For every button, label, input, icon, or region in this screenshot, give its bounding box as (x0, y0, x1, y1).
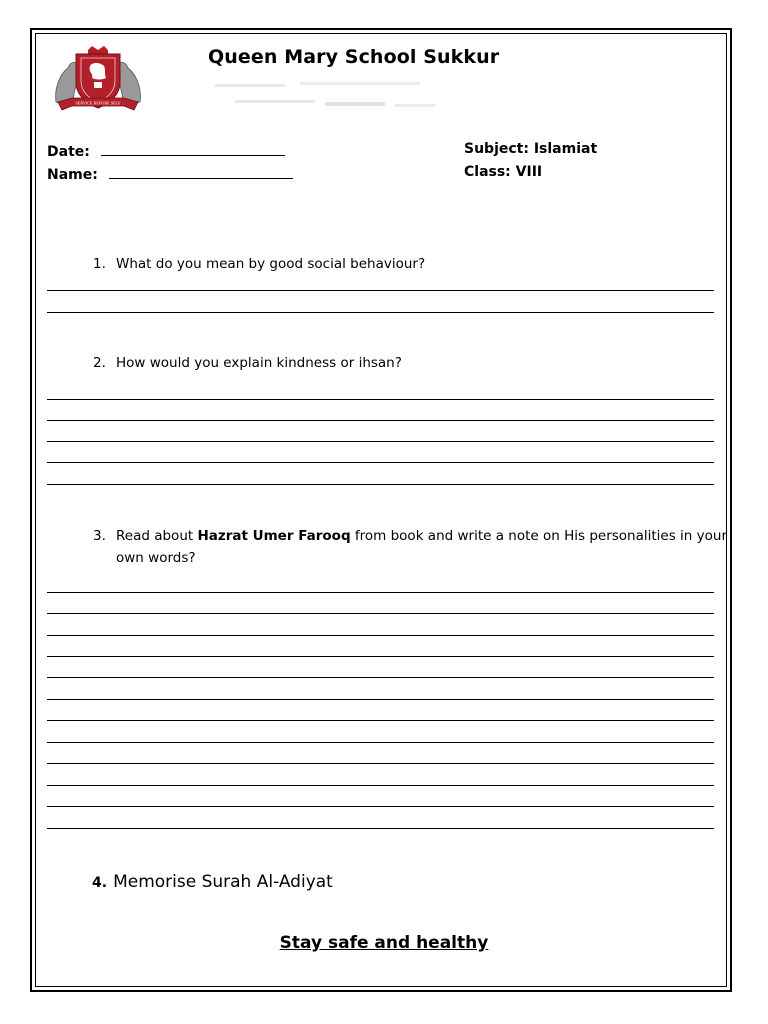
question-2 (93, 352, 713, 374)
answer-line[interactable] (47, 763, 714, 764)
question-number: 1. (93, 256, 106, 272)
name-field (47, 164, 293, 183)
question-text-part: Read about (116, 528, 198, 544)
answer-line[interactable] (47, 312, 714, 313)
answer-line[interactable] (47, 613, 714, 614)
subject-label: Subject: Islamiat (464, 141, 598, 157)
answer-line[interactable] (47, 592, 714, 593)
answer-line[interactable] (47, 806, 714, 807)
answer-line[interactable] (47, 656, 714, 657)
question-text: Memorise Surah Al-Adiyat (113, 872, 333, 892)
question-text-bold: Hazrat Umer Farooq (197, 528, 351, 544)
answer-line[interactable] (47, 677, 714, 678)
school-crest-logo (50, 44, 146, 118)
class-label: Class: VIII (464, 164, 543, 180)
answer-line[interactable] (47, 720, 714, 721)
answer-line[interactable] (47, 785, 714, 786)
logo-motto: SERVICE BEFORE SELF (75, 100, 121, 106)
question-text: What do you mean by good social behaviour? (116, 256, 426, 272)
name-blank-line[interactable] (109, 164, 293, 179)
answer-line[interactable] (47, 484, 714, 485)
footer-message: Stay safe and healthy (279, 933, 489, 953)
answer-line[interactable] (47, 635, 714, 636)
faded-scan-artifact (205, 72, 455, 118)
question-number: 3. (93, 528, 106, 544)
question-3 (93, 525, 728, 569)
name-label: Name: (47, 167, 98, 183)
answer-line[interactable] (47, 699, 714, 700)
answer-line[interactable] (47, 399, 714, 400)
question-1 (93, 253, 713, 275)
question-text-line2: own words? (116, 550, 196, 566)
answer-line[interactable] (47, 742, 714, 743)
question-text: How would you explain kindness or ihsan? (116, 355, 402, 371)
question-text (116, 525, 727, 547)
question-4 (92, 872, 333, 892)
date-label: Date: (47, 144, 90, 160)
date-field (47, 141, 285, 160)
school-title: Queen Mary School Sukkur (208, 46, 500, 68)
answer-line[interactable] (47, 462, 714, 463)
question-number: 2. (93, 355, 106, 371)
question-text-part: from book and write a note on His personalities in your (350, 528, 728, 544)
answer-line[interactable] (47, 420, 714, 421)
date-blank-line[interactable] (101, 141, 285, 156)
answer-line[interactable] (47, 828, 714, 829)
answer-line[interactable] (47, 290, 714, 291)
question-number: 4. (92, 875, 108, 891)
answer-line[interactable] (47, 441, 714, 442)
